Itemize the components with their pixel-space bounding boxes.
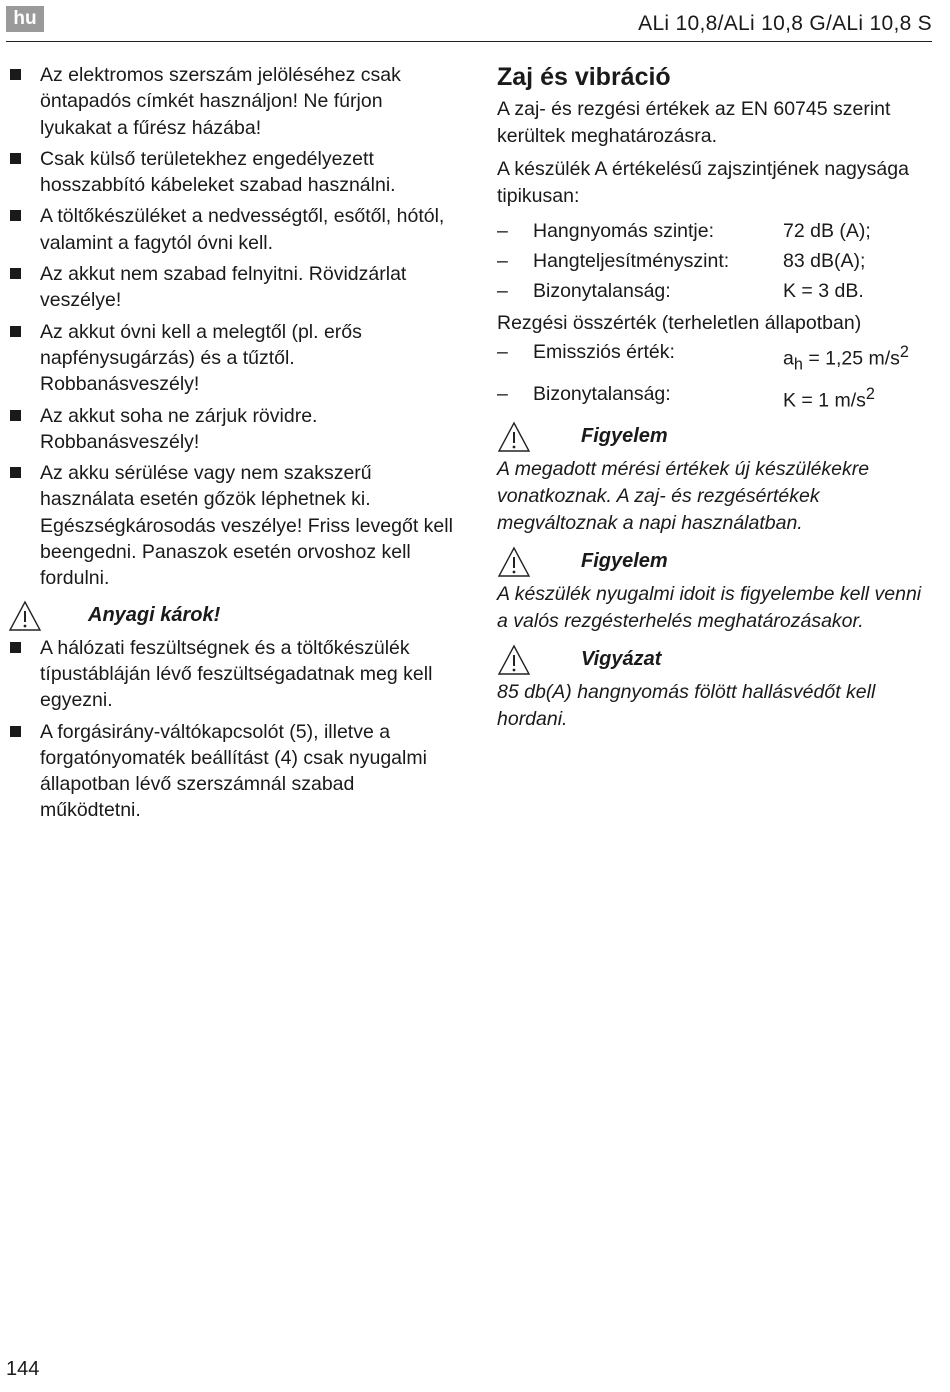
noise-label: Bizonytalanság: (533, 280, 671, 302)
language-tag: hu (6, 6, 44, 32)
list-item: Az akku sérülése vagy nem szakszerű használata esetén gőzök léphetnek ki. Egészségkárosodás veszélye! Friss levegőt kell beengedni. Panaszok esetén orvoshoz kell fordulni. (8, 460, 453, 591)
list-item: Az akkut nem szabad felnyitni. Rövidzárlat veszélye! (8, 261, 453, 314)
noise-row (497, 246, 937, 276)
list-item: A töltőkészüléket a nedvességtől, esőtől, hótól, valamint a fagytól óvni kell. (8, 203, 453, 256)
intro-paragraph: A zaj- és rezgési értékek az EN 60745 szerint kerültek meghatározásra. (497, 98, 891, 147)
vibration-row (497, 379, 937, 416)
vibration-label: Emissziós érték: (533, 341, 675, 363)
dash: – (497, 383, 508, 406)
warning-triangle-icon (497, 643, 531, 677)
page-number: 144 (6, 1358, 40, 1380)
noise-value: K = 3 dB. (783, 280, 864, 302)
warning-text: A készülék nyugalmi idoit is figyelembe kell venni a valós rezgésterhelés meghatározásakor. (497, 582, 922, 632)
warning-title: Figyelem (581, 425, 668, 448)
warning-text: A megadott mérési értékek új készülékekre vonatkoznak. A zaj- és rezgésértékek megváltoznak a napi használatban. (497, 457, 870, 534)
warning-title: Figyelem (581, 550, 668, 573)
vibration-label: Bizonytalanság: (533, 383, 671, 406)
noise-value: 72 dB (A); (783, 220, 871, 242)
value-subscript: h (793, 355, 803, 374)
value-main: K = 1 m/s (783, 389, 866, 412)
model-title: ALi 10,8/ALi 10,8 G/ALi 10,8 S (638, 12, 932, 35)
vibration-value (783, 337, 937, 379)
noise-label: Hangnyomás szintje: (533, 220, 715, 242)
warning-title: Anyagi károk! (88, 604, 221, 627)
list-item: Az elektromos szerszám jelöléséhez csak öntapadós címkét használjon! Ne fúrjon lyukakat a fűrész házába! (8, 62, 453, 141)
list-item: Az akkut óvni kell a melegtől (pl. erős napfénysugárzás) és a tűztől. Robbanásveszély! (8, 319, 453, 398)
noise-row (497, 276, 937, 306)
dash: – (497, 341, 508, 363)
warning-block (497, 418, 937, 456)
value-superscript: 2 (899, 343, 909, 361)
value-rest: = 1,25 m/s (802, 347, 900, 370)
header-rule (6, 41, 932, 42)
warning-block (497, 543, 937, 581)
warning-triangle-icon (497, 545, 531, 579)
noise-row (497, 216, 937, 246)
dash: – (497, 250, 508, 272)
noise-label: Hangteljesítményszint: (533, 250, 730, 272)
noise-value: 83 dB(A); (783, 250, 866, 272)
vibration-title: Rezgési összérték (terheletlen állapotban) (497, 312, 862, 334)
warning-text: 85 db(A) hangnyomás fölött hallásvédőt kell hordani. (497, 680, 876, 730)
vibration-value (783, 379, 937, 416)
vibration-row (497, 337, 937, 379)
warning-triangle-icon (8, 599, 42, 633)
value-superscript: 2 (865, 385, 875, 404)
left-column (8, 62, 453, 829)
noise-paragraph: A készülék A értékelésű zajszintjének nagysága tipikusan: (497, 158, 909, 207)
section-heading: Zaj és vibráció (497, 63, 671, 91)
warning-triangle-icon (497, 420, 531, 454)
right-column (497, 62, 937, 739)
value-main: a (783, 347, 794, 370)
dash: – (497, 220, 508, 242)
warning-block (8, 597, 453, 635)
list-item: Csak külső területekhez engedélyezett hosszabbító kábeleket szabad használni. (8, 146, 453, 199)
warning-block (497, 641, 937, 679)
dash: – (497, 280, 508, 302)
list-item: Az akkut soha ne zárjuk rövidre. Robbanásveszély! (8, 403, 453, 456)
warning-title: Vigyázat (581, 648, 662, 671)
list-item: A forgásirány-váltókapcsolót (5), illetve a forgatónyomaték beállítást (4) csak nyugalmi állapotban lévő szerszámnál szabad működtetni. (8, 719, 453, 824)
list-item: A hálózati feszültségnek és a töltőkészülék típustábláján lévő feszültségadatnak meg kell egyezni. (8, 635, 453, 714)
